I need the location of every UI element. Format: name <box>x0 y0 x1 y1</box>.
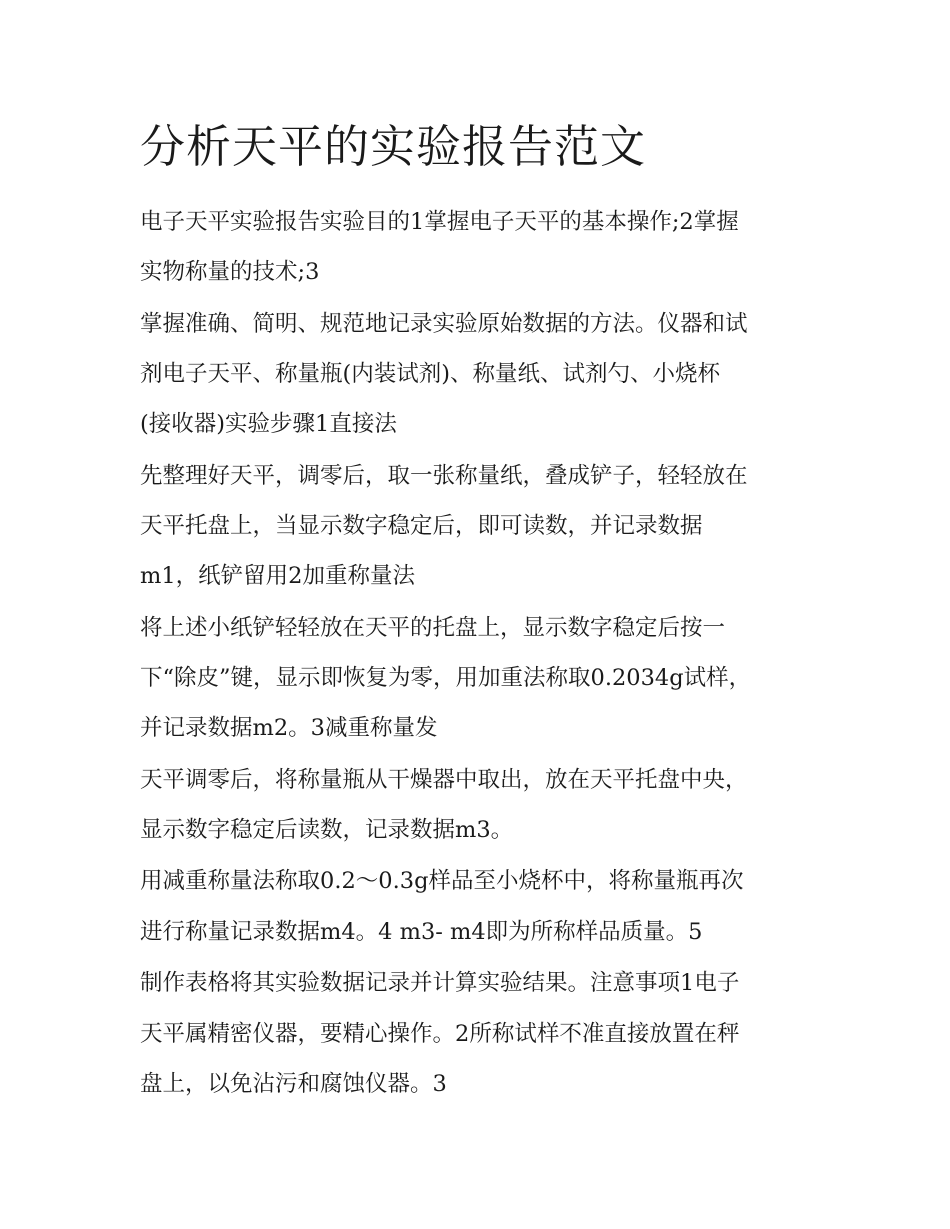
document-title: 分析天平的实验报告范文 <box>140 120 647 173</box>
body-line-11: 并记录数据m2。3减重称量发 <box>140 715 438 741</box>
body-line-17: 天平属精密仪器，要精心操作。2所称试样不准直接放置在秤 <box>140 1021 740 1047</box>
body-line-4: 剂电子天平、称量瓶(内装试剂)、称量纸、试剂勺、小烧杯 <box>140 361 721 387</box>
body-line-1: 电子天平实验报告实验目的1掌握电子天平的基本操作;2掌握 <box>140 209 739 235</box>
body-line-16: 制作表格将其实验数据记录并计算实验结果。注意事项1电子 <box>140 970 740 996</box>
body-line-6: 先整理好天平，调零后，取一张称量纸，叠成铲子，轻轻放在 <box>140 463 748 489</box>
body-line-12: 天平调零后，将称量瓶从干燥器中取出，放在天平托盘中央， <box>140 767 748 793</box>
body-line-2: 实物称量的技术;3 <box>140 259 320 285</box>
body-line-10: 下“除皮”键，显示即恢复为零，用加重法称取0.2034g试样， <box>140 665 752 691</box>
body-line-9: 将上述小纸铲轻轻放在天平的托盘上，显示数字稳定后按一 <box>140 615 726 641</box>
body-line-15: 进行称量记录数据m4。4 m3- m4即为所称样品质量。5 <box>140 919 703 945</box>
body-line-8: m1，纸铲留用2加重称量法 <box>140 563 415 589</box>
body-line-13: 显示数字稳定后读数，记录数据m3。 <box>140 817 514 843</box>
body-line-3: 掌握准确、简明、规范地记录实验原始数据的方法。仪器和试 <box>140 311 748 337</box>
body-line-7: 天平托盘上，当显示数字稳定后，即可读数，并记录数据 <box>140 513 703 539</box>
body-line-5: (接收器)实验步骤1直接法 <box>140 411 397 437</box>
body-line-14: 用减重称量法称取0.2～0.3g样品至小烧杯中，将称量瓶再次 <box>140 868 744 894</box>
body-line-18: 盘上，以免沾污和腐蚀仪器。3 <box>140 1071 447 1097</box>
